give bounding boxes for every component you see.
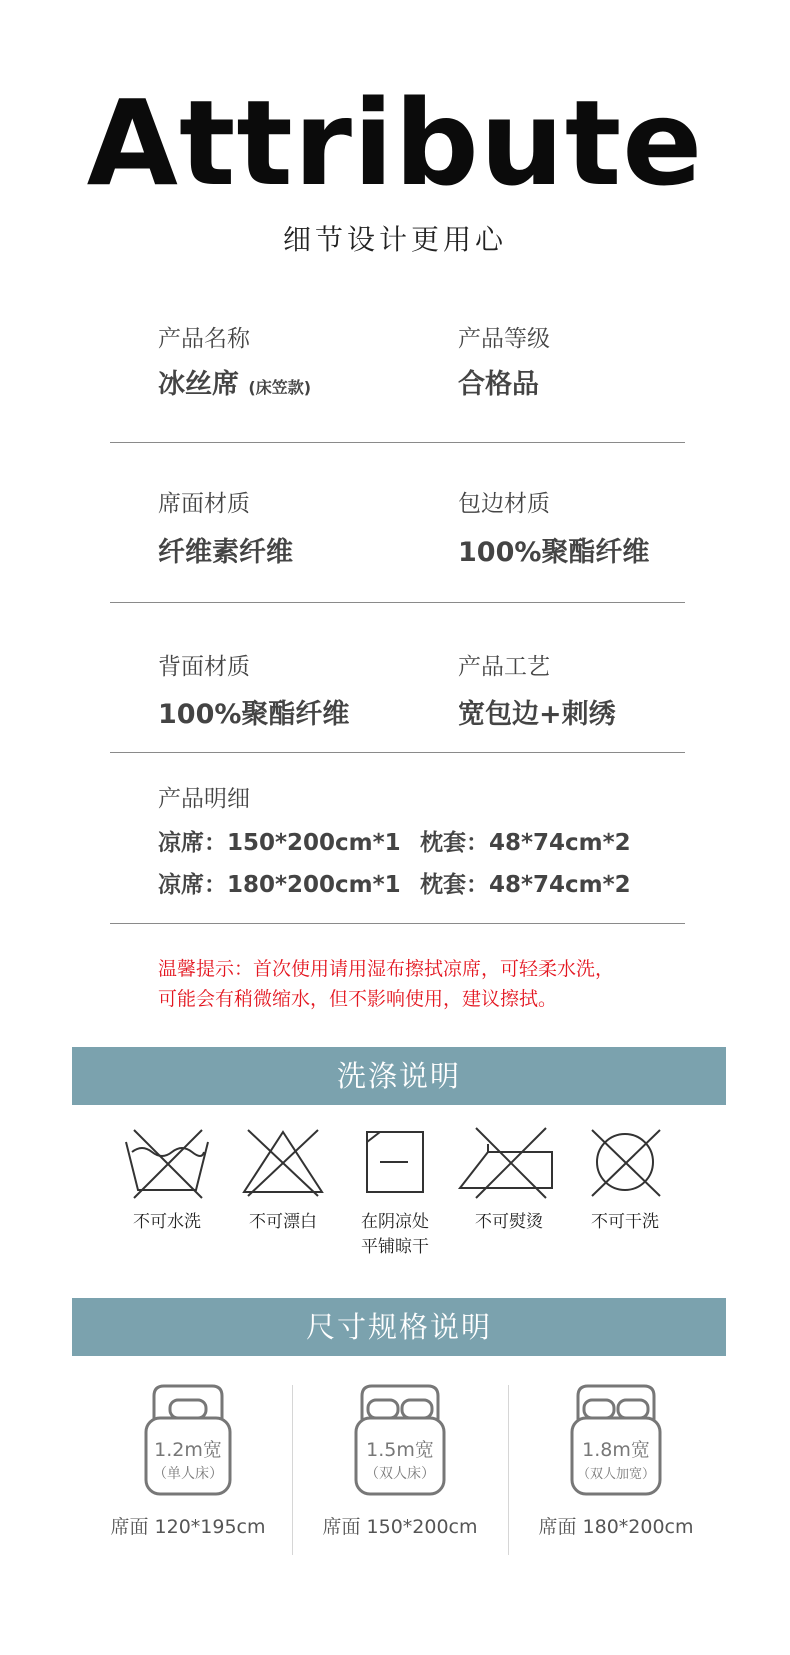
dry-flat-shade-icon (350, 1124, 440, 1200)
page-subtitle: 细节设计更用心 (282, 223, 507, 256)
size-section-header: 尺寸规格说明 (72, 1298, 726, 1356)
wash-item-no-bleach (218, 1124, 348, 1235)
details-label: 产品明细 (158, 786, 250, 812)
size-caption-single: 席面 120*195cm (110, 1516, 266, 1538)
divider (110, 923, 685, 924)
attr-value-grade: 合格品 (458, 369, 539, 400)
bed-type-label: （单人床） (153, 1466, 223, 1482)
divider (110, 602, 685, 603)
attr-label-edge-material: 包边材质 (458, 491, 550, 517)
no-dry-clean-icon (580, 1124, 670, 1200)
divider (110, 442, 685, 443)
wash-text-dry-flat (330, 1210, 460, 1260)
wash-item-dry-flat (330, 1124, 460, 1260)
attr-label-product-name: 产品名称 (158, 326, 250, 352)
wash-text-no-wash: 不可水洗 (133, 1212, 201, 1232)
bed-width-label: 1.5m宽 (366, 1439, 434, 1461)
attr-note-product-name: (床笠款) (248, 378, 312, 397)
attr-label-grade: 产品等级 (458, 326, 550, 352)
wash-text-no-bleach: 不可漂白 (249, 1212, 317, 1232)
wash-text-dry-flat-line-1: 在阴凉处 (361, 1212, 429, 1232)
care-tip (158, 954, 614, 1014)
attr-value-craft: 宽包边+刺绣 (458, 699, 616, 730)
wash-text-dry-flat-line-2: 平铺晾干 (361, 1237, 429, 1257)
size-caption-double-wide: 席面 180*200cm (538, 1516, 694, 1538)
details-row-2-right: 枕套：48*74cm*2 (420, 872, 631, 898)
details-row-1-right: 枕套：48*74cm*2 (420, 830, 631, 856)
bed-type-label: （双人床） (365, 1466, 435, 1482)
washing-section-header: 洗涤说明 (72, 1047, 726, 1105)
attr-value-edge-material: 100%聚酯纤维 (458, 537, 650, 568)
care-tip-line-1: 温馨提示：首次使用请用湿布擦拭凉席，可轻柔水洗， (158, 958, 615, 980)
details-row-2-left: 凉席：180*200cm*1 (158, 872, 401, 898)
attr-label-craft: 产品工艺 (458, 654, 550, 680)
attr-value-back-material: 100%聚酯纤维 (158, 699, 350, 730)
wash-item-no-iron (444, 1124, 574, 1235)
size-caption-double: 席面 150*200cm (322, 1516, 478, 1538)
wash-item-no-wash (102, 1124, 232, 1235)
attr-value-surface-material: 纤维素纤维 (158, 537, 293, 568)
double-bed-icon (352, 1382, 448, 1498)
divider (110, 752, 685, 753)
wash-text-no-iron: 不可熨烫 (475, 1212, 543, 1232)
wash-item-no-dry-clean (560, 1124, 690, 1235)
no-iron-icon (454, 1124, 564, 1200)
size-card-double-wide (516, 1382, 716, 1539)
size-card-double (300, 1382, 500, 1539)
bed-width-label: 1.8m宽 (582, 1439, 650, 1461)
page-title: Attribute (86, 74, 704, 212)
care-tip-line-2: 可能会有稍微缩水，但不影响使用，建议擦拭。 (158, 988, 558, 1010)
column-divider (292, 1385, 293, 1555)
attr-label-surface-material: 席面材质 (158, 491, 250, 517)
details-row-1-left: 凉席：150*200cm*1 (158, 830, 401, 856)
bed-width-label: 1.2m宽 (154, 1439, 222, 1461)
wash-text-no-dry-clean: 不可干洗 (591, 1212, 659, 1232)
attr-value-product-name: 冰丝席 (床笠款) (158, 369, 312, 400)
double-bed-wide-icon (568, 1382, 664, 1498)
no-bleach-icon (238, 1124, 328, 1200)
bed-type-label: （双人加宽） (576, 1467, 656, 1482)
no-wash-icon (122, 1124, 212, 1200)
column-divider (508, 1385, 509, 1555)
single-bed-icon (140, 1382, 236, 1498)
attr-label-back-material: 背面材质 (158, 654, 250, 680)
size-card-single (88, 1382, 288, 1539)
